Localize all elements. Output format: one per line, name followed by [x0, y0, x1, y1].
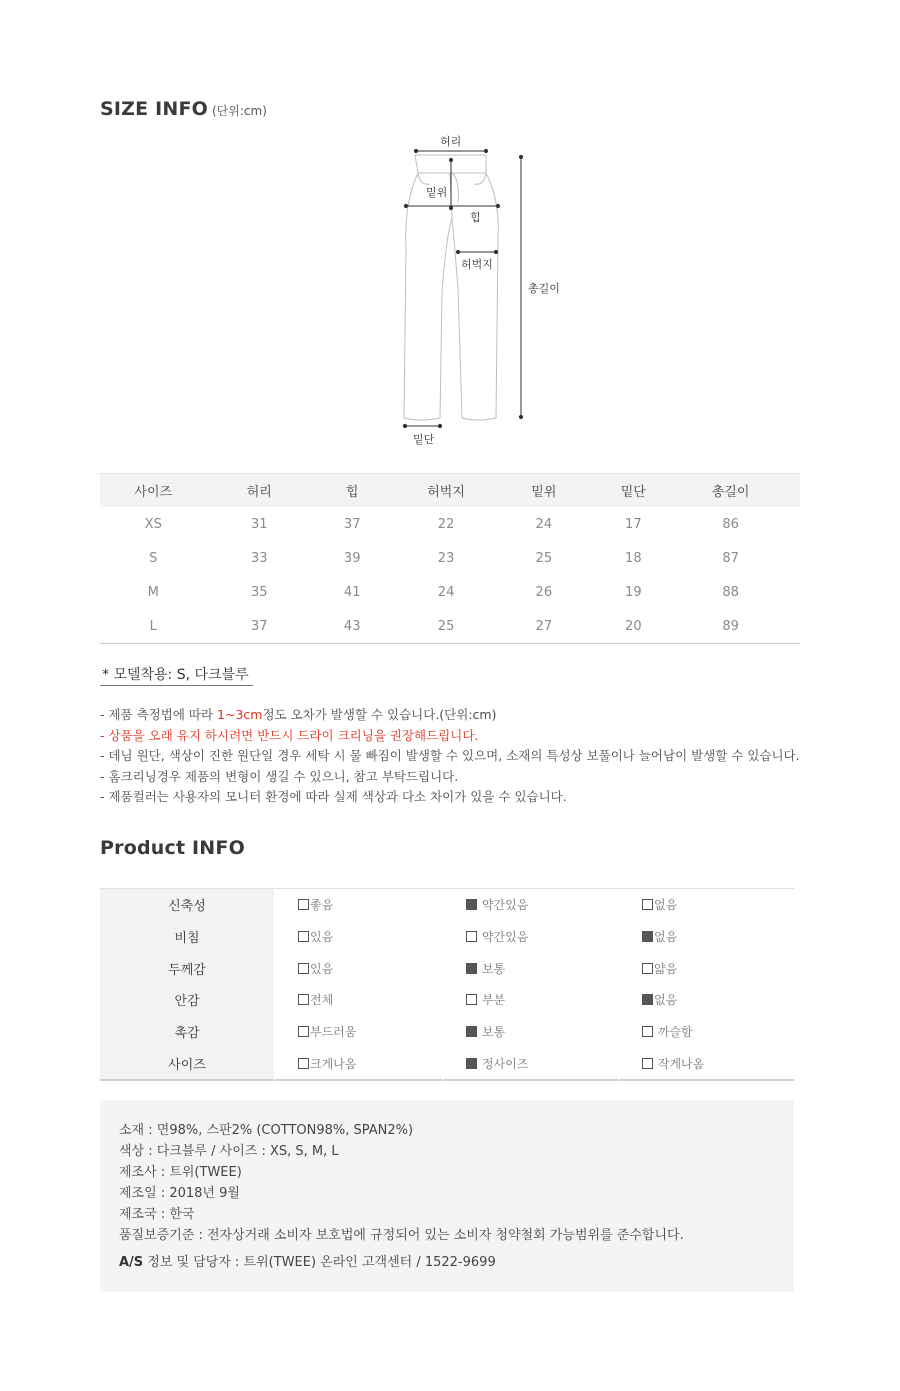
diagram-label-thigh: 허벅지 — [461, 258, 493, 271]
checkbox-icon — [298, 963, 309, 974]
size-info-title: SIZE INFO — [100, 98, 209, 120]
checkbox-checked-icon — [642, 931, 653, 942]
list-item: - 제품컬러는 사용자의 모니터 환경에 따라 실제 색상과 다소 차이가 있을 수 있습니다. — [100, 789, 567, 804]
option-cell — [442, 888, 618, 921]
table-cell: XS — [144, 516, 162, 532]
diagram-label-rise: 밑위 — [426, 186, 448, 199]
attribute-label: 사이즈 — [100, 1047, 274, 1081]
table-cell-spacer — [782, 609, 800, 644]
size-table-header-row — [100, 474, 800, 508]
size-info-unit: (단위:cm) — [212, 104, 267, 118]
table-cell: 27 — [500, 609, 588, 644]
table-row — [100, 609, 800, 644]
option-cell — [442, 984, 618, 1016]
checkbox-icon — [642, 1058, 653, 1069]
option-cell — [274, 888, 442, 921]
table-row — [100, 952, 794, 984]
size-table-header: 허벅지 — [392, 474, 499, 508]
table-cell: 88 — [722, 584, 739, 600]
diagram-label-hip: 힙 — [470, 211, 481, 224]
option-cell — [274, 984, 442, 1016]
table-cell: M — [147, 584, 159, 600]
option-label: 전체 — [310, 993, 334, 1008]
table-cell: 25 — [392, 609, 499, 644]
table-cell-spacer — [782, 507, 800, 541]
table-cell: 33 — [251, 550, 268, 566]
option-label: 보통 — [481, 961, 506, 976]
note-highlight: 1~3cm — [217, 707, 263, 722]
checkbox-icon — [642, 963, 653, 974]
option-label: 있음 — [310, 930, 334, 945]
option-cell — [618, 921, 794, 953]
option-label: 부분 — [481, 993, 506, 1008]
size-table-header: 밑위 — [500, 474, 588, 508]
detail-date: 제조일 : 2018년 9월 — [119, 1186, 240, 1201]
table-row — [100, 507, 800, 541]
table-cell: 22 — [437, 516, 455, 532]
pants-size-diagram — [380, 128, 580, 448]
option-cell — [274, 921, 442, 953]
checkbox-icon — [298, 899, 309, 910]
table-row — [100, 1016, 794, 1048]
detail-color-size: 색상 : 다크블루 / 사이즈 : XS, S, M, L — [119, 1144, 339, 1159]
checkbox-icon — [298, 931, 309, 942]
detail-maker: 제조사 : 트위(TWEE) — [119, 1165, 242, 1180]
size-table-header: 허리 — [207, 474, 313, 508]
detail-country: 제조국 : 한국 — [119, 1207, 195, 1222]
size-table-header: 힙 — [312, 474, 392, 508]
option-label: 약간있음 — [481, 898, 529, 913]
checkbox-icon — [642, 1026, 653, 1037]
detail-warranty: 품질보증기준 : 전자상거래 소비자 보호법에 규정되어 있는 소비자 청약철회 가능범위를 준수합니다. — [119, 1228, 684, 1243]
option-cell — [442, 1016, 618, 1048]
table-cell: S — [149, 550, 158, 566]
table-row — [100, 1047, 794, 1081]
size-table-header: 밑단 — [588, 474, 679, 508]
checkbox-checked-icon — [466, 1058, 477, 1069]
table-cell: 20 — [588, 609, 679, 644]
note-text: - 제품 측정법에 따라 — [100, 707, 218, 722]
table-row — [100, 541, 800, 575]
table-cell: 25 — [535, 550, 553, 566]
option-cell — [618, 888, 794, 921]
table-cell: 37 — [207, 609, 313, 644]
table-cell: 19 — [625, 584, 642, 600]
table-cell: 87 — [722, 550, 739, 566]
table-cell: 86 — [722, 516, 739, 532]
attribute-label: 두께감 — [100, 952, 274, 984]
detail-material: 소재 : 면98%, 스판2% (COTTON98%, SPAN2%) — [119, 1123, 414, 1138]
checkbox-checked-icon — [466, 899, 477, 910]
option-label: 얇음 — [654, 961, 678, 976]
checkbox-checked-icon — [466, 1026, 477, 1037]
option-cell — [274, 1016, 442, 1048]
checkbox-icon — [298, 1026, 309, 1037]
checkbox-icon — [298, 994, 309, 1005]
table-cell: 43 — [312, 609, 392, 644]
checkbox-icon — [466, 931, 477, 942]
attribute-label: 촉감 — [100, 1016, 274, 1048]
model-note-wrapper — [100, 664, 253, 684]
option-label: 크게나옴 — [310, 1056, 357, 1071]
checkbox-icon — [466, 994, 477, 1005]
attribute-label: 안감 — [100, 984, 274, 1016]
option-label: 있음 — [310, 961, 334, 976]
checkbox-icon — [298, 1058, 309, 1069]
table-cell: 35 — [251, 584, 268, 600]
product-info-table — [100, 888, 794, 1081]
checkbox-checked-icon — [466, 963, 477, 974]
after-service-text: 정보 및 담당자 : 트위(TWEE) 온라인 고객센터 / 1522-9699 — [143, 1255, 496, 1270]
diagram-label-total-length: 총길이 — [528, 282, 560, 295]
diagram-label-waist: 허리 — [440, 135, 462, 148]
table-cell: 37 — [343, 516, 361, 532]
list-item: - 데님 원단, 색상이 진한 원단일 경우 세탁 시 물 빠짐이 발생할 수 있으며, 소재의 특성상 보풀이나 늘어남이 발생할 수 있습니다. — [100, 748, 800, 763]
option-label: 부드러움 — [310, 1025, 357, 1040]
list-item — [100, 705, 800, 726]
table-cell: 41 — [343, 584, 361, 600]
size-table — [100, 473, 800, 644]
option-label: 없음 — [654, 898, 678, 913]
list-item: - 상품을 오래 유지 하시려면 반드시 드라이 크리닝을 권장해드립니다. — [100, 727, 479, 743]
option-cell — [618, 1047, 794, 1081]
option-label: 작게나옴 — [657, 1056, 705, 1071]
table-cell: 23 — [437, 550, 455, 566]
option-cell — [442, 952, 618, 984]
option-cell — [442, 921, 618, 953]
option-label: 좋음 — [310, 898, 334, 913]
table-cell: 18 — [625, 550, 642, 566]
list-item: - 홈크리닝경우 제품의 변형이 생길 수 있으니, 참고 부탁드립니다. — [100, 768, 459, 784]
option-cell — [618, 984, 794, 1016]
table-cell: 89 — [679, 609, 783, 644]
size-table-header-spacer — [782, 474, 800, 508]
diagram-label-hem: 밑단 — [413, 433, 435, 446]
attribute-label: 신축성 — [100, 888, 274, 921]
option-label: 까슬함 — [657, 1025, 693, 1040]
table-cell: 24 — [535, 516, 553, 532]
option-label: 없음 — [654, 930, 678, 945]
table-cell: 31 — [251, 516, 268, 532]
product-info-title: Product INFO — [100, 837, 245, 859]
option-cell — [274, 1047, 442, 1081]
table-cell: 17 — [625, 516, 642, 532]
option-label: 약간있음 — [481, 930, 529, 945]
option-label: 정사이즈 — [481, 1056, 529, 1071]
table-cell: 26 — [535, 584, 553, 600]
table-cell-spacer — [782, 575, 800, 609]
option-cell — [274, 952, 442, 984]
product-details-box — [100, 1100, 794, 1292]
table-cell-spacer — [782, 541, 800, 575]
table-row — [100, 921, 794, 953]
size-table-header: 사이즈 — [100, 474, 207, 508]
after-service-prefix: A/S — [119, 1255, 144, 1270]
table-row — [100, 888, 794, 921]
table-row — [100, 575, 800, 609]
notes-list — [100, 705, 800, 808]
size-table-header: 총길이 — [679, 474, 783, 508]
table-cell: L — [100, 609, 207, 644]
checkbox-icon — [642, 899, 653, 910]
option-label: 보통 — [481, 1025, 506, 1040]
model-note: * 모델착용: S, 다크블루 — [100, 667, 253, 686]
table-cell: 24 — [437, 584, 455, 600]
detail-after-service — [119, 1251, 496, 1270]
note-text: 정도 오차가 발생할 수 있습니다.(단위:cm) — [262, 707, 497, 722]
checkbox-checked-icon — [642, 994, 653, 1005]
attribute-label: 비침 — [100, 921, 274, 953]
option-cell — [618, 952, 794, 984]
table-row — [100, 984, 794, 1016]
option-label: 없음 — [654, 993, 678, 1008]
option-cell — [442, 1047, 618, 1081]
table-cell: 39 — [343, 550, 361, 566]
option-cell — [618, 1016, 794, 1048]
